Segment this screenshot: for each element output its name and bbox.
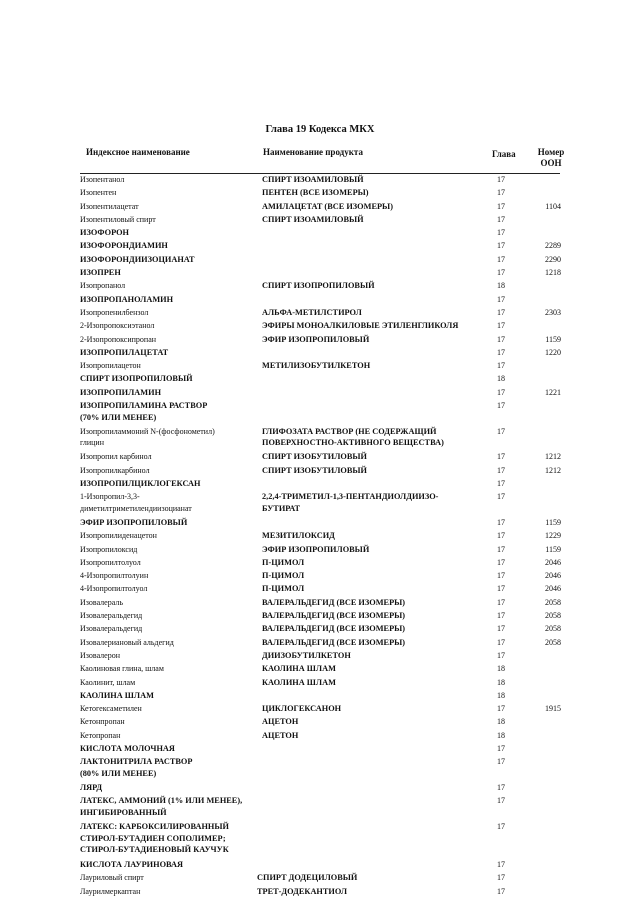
table-row: [0, 239, 640, 252]
index-name-cell: Изопропанол: [80, 281, 126, 291]
chapter-cell: 17: [497, 518, 505, 527]
table-row: [0, 399, 640, 425]
un-number-cell: 2046: [545, 557, 561, 567]
chapter-cell: 17: [497, 321, 505, 331]
chapter-cell: 17: [497, 597, 505, 607]
table-row: [0, 622, 640, 635]
chapter-cell: 17: [497, 347, 505, 357]
chapter-cell: 17: [497, 188, 505, 198]
table-row: [0, 306, 640, 319]
chapter-cell: 18: [497, 281, 505, 291]
index-name-cell: 4-Изопропилтолуин: [80, 571, 149, 581]
table-row: [0, 529, 640, 542]
chapter-cell: 17: [497, 254, 505, 264]
product-name-cell: П-ЦИМОЛ: [262, 571, 305, 581]
product-name-cell: ТРЕТ-ДОДЕКАНТИОЛ: [257, 886, 348, 896]
index-name-cell: Изовалеральдегид: [80, 624, 143, 634]
table-row: [0, 742, 640, 755]
index-name-cell: ЛАТЕКС, АММОНИЙ (1% ИЛИ МЕНЕЕ), ИНГИБИРОВАННЫЙ: [80, 796, 243, 817]
un-number-cell: 1221: [545, 387, 561, 397]
index-name-cell: Кетонпропан: [80, 717, 125, 727]
product-name-cell: АЦЕТОН: [262, 730, 299, 740]
table-row: [0, 820, 640, 858]
table-row: [0, 556, 640, 569]
index-name-cell: ЛАКТОНИТРИЛА РАСТВОР (80% ИЛИ МЕНЕЕ): [80, 757, 193, 778]
table-row: [0, 662, 640, 675]
chapter-cell: 17: [497, 268, 505, 278]
un-number-cell: 2058: [545, 597, 561, 607]
table-row: [0, 213, 640, 226]
chapter-cell: 17: [497, 307, 505, 317]
index-name-cell: 1-Изопропил-3,3- диметилтриметилендиизоцианат: [80, 492, 192, 513]
table-row: [0, 186, 640, 199]
table-row: [0, 477, 640, 490]
chapter-cell: 17: [497, 783, 505, 793]
chapter-cell: 18: [497, 374, 505, 384]
chapter-cell: 18: [497, 664, 505, 674]
product-name-cell: КАОЛИНА ШЛАМ: [262, 664, 336, 674]
chapter-cell: 18: [497, 690, 505, 700]
chapter-cell: 17: [497, 401, 505, 411]
product-name-cell: ВАЛЕРАЛЬДЕГИД (ВСЕ ИЗОМЕРЫ): [262, 597, 406, 607]
table-row: [0, 543, 640, 556]
un-number-cell: 2046: [545, 584, 561, 594]
table-row: [0, 871, 640, 884]
product-name-cell: СПИРТ ИЗОАМИЛОВЫЙ: [262, 175, 364, 184]
chapter-cell: 17: [497, 334, 505, 344]
product-name-cell: ВАЛЕРАЛЬДЕГИД (ВСЕ ИЗОМЕРЫ): [262, 637, 406, 647]
product-name-cell: П-ЦИМОЛ: [262, 584, 305, 594]
index-name-cell: ИЗОФОРОН: [80, 228, 129, 238]
un-number-cell: 1159: [545, 334, 561, 344]
index-name-cell: ИЗОФОРОНДИИЗОЦИАНАТ: [80, 254, 195, 264]
index-name-cell: ЛЯРД: [80, 783, 103, 793]
index-name-cell: Лауриловый спирт: [80, 873, 144, 883]
table-row: [0, 293, 640, 306]
table-row: [0, 279, 640, 292]
product-name-cell: ДИИЗОБУТИЛКЕТОН: [262, 650, 351, 660]
table-row: [0, 885, 640, 898]
chapter-cell: 17: [497, 426, 505, 436]
table-row: [0, 676, 640, 689]
index-name-cell: ИЗОПРОПАНОЛАМИН: [80, 294, 174, 304]
index-table: [0, 173, 640, 898]
product-name-cell: ПЕНТЕН (ВСЕ ИЗОМЕРЫ): [262, 188, 369, 198]
page-title: Глава 19 Кодекса МКХ: [265, 124, 375, 135]
index-name-cell: Изопропилиденацетон: [80, 531, 157, 541]
table-row: [0, 173, 640, 186]
chapter-cell: 17: [497, 214, 505, 224]
chapter-cell: 17: [497, 796, 505, 806]
product-name-cell: ЭФИРЫ МОНОАЛКИЛОВЫЕ ЭТИЛЕНГЛИКОЛЯ: [262, 321, 459, 331]
chapter-cell: 17: [497, 624, 505, 634]
index-name-cell: Изопропилтолуол: [80, 557, 141, 567]
table-row: [0, 319, 640, 332]
table-row: [0, 781, 640, 794]
table-row: [0, 253, 640, 266]
product-name-cell: СПИРТ ИЗОБУТИЛОВЫЙ: [262, 465, 368, 475]
un-number-cell: 1159: [545, 518, 561, 527]
chapter-cell: 17: [497, 241, 505, 251]
header-chapter: Глава: [492, 149, 516, 159]
chapter-cell: 17: [497, 387, 505, 397]
chapter-cell: 17: [497, 650, 505, 660]
product-name-cell: АЛЬФА-МЕТИЛСТИРОЛ: [262, 307, 362, 317]
index-name-cell: Изопропиламмоний N-(фосфонометил) глицин: [80, 426, 215, 448]
product-name-cell: ВАЛЕРАЛЬДЕГИД (ВСЕ ИЗОМЕРЫ): [262, 624, 406, 634]
index-name-cell: КИСЛОТА МОЛОЧНАЯ: [80, 744, 175, 754]
index-name-cell: ИЗОПРЕН: [80, 268, 121, 278]
index-name-cell: 2-Изопропоксиэтанол: [80, 321, 155, 331]
product-name-cell: МЕТИЛИЗОБУТИЛКЕТОН: [262, 361, 371, 371]
index-name-cell: Изовалераль: [80, 597, 123, 607]
chapter-cell: 17: [497, 531, 505, 541]
chapter-cell: 18: [497, 730, 505, 740]
table-row: [0, 266, 640, 279]
chapter-cell: 17: [497, 822, 505, 832]
un-number-cell: 1212: [545, 452, 561, 462]
table-row: [0, 755, 640, 781]
index-name-cell: Изопропилоксид: [80, 544, 138, 554]
product-name-cell: ВАЛЕРАЛЬДЕГИД (ВСЕ ИЗОМЕРЫ): [262, 611, 406, 621]
index-name-cell: Изопропенилбензол: [80, 307, 149, 317]
chapter-cell: 17: [497, 294, 505, 304]
header-product-name: Наименование продукта: [263, 147, 363, 157]
chapter-cell: 17: [497, 704, 505, 714]
product-name-cell: СПИРТ ИЗОПРОПИЛОВЫЙ: [262, 281, 375, 291]
un-number-cell: 2046: [545, 571, 561, 581]
chapter-cell: 17: [497, 557, 505, 567]
un-number-cell: 1915: [545, 704, 561, 714]
chapter-cell: 17: [497, 361, 505, 371]
index-name-cell: Лаурилмеркаптан: [80, 886, 141, 896]
chapter-cell: 18: [497, 677, 505, 687]
index-name-cell: Изовалериановый альдегид: [80, 637, 174, 647]
index-name-cell: КИСЛОТА ЛАУРИНОВАЯ: [80, 860, 184, 870]
index-name-cell: ИЗОФОРОНДИАМИН: [80, 241, 168, 251]
chapter-cell: 17: [497, 479, 505, 489]
index-name-cell: Изовалерон: [80, 650, 121, 660]
table-row: [0, 386, 640, 399]
chapter-cell: 17: [497, 452, 505, 462]
table-row: [0, 425, 640, 451]
product-name-cell: КАОЛИНА ШЛАМ: [262, 677, 336, 687]
product-name-cell: ЭФИР ИЗОПРОПИЛОВЫЙ: [262, 544, 370, 554]
chapter-cell: 18: [497, 717, 505, 727]
table-row: [0, 490, 640, 516]
index-name-cell: 2-Изопропоксипропан: [80, 334, 157, 344]
table-row: [0, 346, 640, 359]
table-row: [0, 636, 640, 649]
index-name-cell: ЭФИР ИЗОПРОПИЛОВЫЙ: [80, 518, 188, 527]
table-row: [0, 226, 640, 239]
chapter-cell: 17: [497, 757, 505, 767]
chapter-cell: 17: [497, 873, 505, 883]
index-name-cell: Кетопропан: [80, 730, 121, 740]
index-name-cell: ИЗОПРОПИЛАМИНА РАСТВОР (70% ИЛИ МЕНЕЕ): [80, 401, 208, 422]
product-name-cell: СПИРТ ДОДЕЦИЛОВЫЙ: [257, 873, 358, 883]
table-row: [0, 582, 640, 595]
index-name-cell: Изопропил карбинол: [80, 452, 152, 462]
product-name-cell: ЭФИР ИЗОПРОПИЛОВЫЙ: [262, 334, 370, 344]
chapter-cell: 17: [497, 886, 505, 896]
product-name-cell: СПИРТ ИЗОАМИЛОВЫЙ: [262, 214, 364, 224]
un-number-cell: 1104: [545, 201, 561, 211]
chapter-cell: 17: [497, 465, 505, 475]
table-row: [0, 359, 640, 372]
chapter-cell: 17: [497, 544, 505, 554]
header-index-name: Индексное наименование: [86, 147, 190, 157]
table-row: [0, 464, 640, 477]
table-row: [0, 649, 640, 662]
un-number-cell: 1218: [545, 268, 561, 278]
table-row: [0, 702, 640, 715]
table-row: [0, 333, 640, 346]
chapter-cell: 17: [497, 744, 505, 754]
table-row: [0, 596, 640, 609]
un-number-cell: 2303: [545, 307, 561, 317]
product-name-cell: 2,2,4-ТРИМЕТИЛ-1,3-ПЕНТАНДИОЛДИИЗО- БУТИРАТ: [262, 492, 439, 513]
index-name-cell: 4-Изопропилтолуол: [80, 584, 148, 594]
chapter-cell: 17: [497, 175, 505, 184]
chapter-cell: 17: [497, 201, 505, 211]
index-name-cell: Кетогексаметилен: [80, 704, 142, 714]
chapter-cell: 17: [497, 611, 505, 621]
table-row: [0, 794, 640, 820]
product-name-cell: МЕЗИТИЛОКСИД: [262, 531, 335, 541]
product-name-cell: П-ЦИМОЛ: [262, 557, 305, 567]
un-number-cell: 2058: [545, 611, 561, 621]
table-row: [0, 372, 640, 385]
un-number-cell: 1159: [545, 544, 561, 554]
table-row: [0, 729, 640, 742]
index-name-cell: Изовалеральдегид: [80, 611, 143, 621]
index-name-cell: КАОЛИНА ШЛАМ: [80, 690, 154, 700]
chapter-cell: 17: [497, 571, 505, 581]
index-name-cell: ЛАТЕКС: КАРБОКСИЛИРОВАННЫЙ СТИРОЛ-БУТАДИЕН СОПОЛИМЕР; СТИРОЛ-БУТАДИЕНОВЫЙ КАУЧУК: [80, 822, 229, 855]
un-number-cell: 2289: [545, 241, 561, 251]
product-name-cell: ЦИКЛОГЕКСАНОН: [262, 704, 342, 714]
product-name-cell: АМИЛАЦЕТАТ (ВСЕ ИЗОМЕРЫ): [262, 201, 393, 211]
un-number-cell: 1212: [545, 465, 561, 475]
un-number-cell: 1229: [545, 531, 561, 541]
table-row: [0, 516, 640, 529]
index-name-cell: ИЗОПРОПИЛАМИН: [80, 387, 162, 397]
index-name-cell: Изопентанол: [80, 175, 125, 184]
index-name-cell: Изопентиловый спирт: [80, 214, 156, 224]
product-name-cell: АЦЕТОН: [262, 717, 299, 727]
un-number-cell: 1220: [545, 347, 561, 357]
header-un-number: Номер ООН: [537, 147, 565, 168]
index-name-cell: ИЗОПРОПИЛЦИКЛОГЕКСАН: [80, 479, 201, 489]
index-name-cell: Каолинит, шлам: [80, 677, 136, 687]
table-row: [0, 858, 640, 871]
product-name-cell: ГЛИФОЗАТА РАСТВОР (НЕ СОДЕРЖАЩИЙ ПОВЕРХНОСТНО-АКТИВНОГО ВЕЩЕСТВА): [262, 426, 444, 448]
chapter-cell: 17: [497, 860, 505, 870]
chapter-cell: 17: [497, 492, 505, 502]
table-row: [0, 569, 640, 582]
table-row: [0, 200, 640, 213]
un-number-cell: 2290: [545, 254, 561, 264]
un-number-cell: 2058: [545, 637, 561, 647]
chapter-cell: 17: [497, 637, 505, 647]
table-row: [0, 609, 640, 622]
index-name-cell: Изопропилацетон: [80, 361, 141, 371]
product-name-cell: СПИРТ ИЗОБУТИЛОВЫЙ: [262, 452, 368, 462]
table-row: [0, 450, 640, 463]
chapter-cell: 17: [497, 584, 505, 594]
index-name-cell: Изопропилкарбинол: [80, 465, 150, 475]
index-name-cell: Изопентен: [80, 188, 117, 198]
index-name-cell: Каолиновая глина, шлам: [80, 664, 164, 674]
index-name-cell: ИЗОПРОПИЛАЦЕТАТ: [80, 347, 169, 357]
un-number-cell: 2058: [545, 624, 561, 634]
table-row: [0, 689, 640, 702]
chapter-cell: 17: [497, 228, 505, 238]
table-row: [0, 715, 640, 728]
index-name-cell: СПИРТ ИЗОПРОПИЛОВЫЙ: [80, 374, 193, 384]
index-name-cell: Изопентилацетат: [80, 201, 139, 211]
